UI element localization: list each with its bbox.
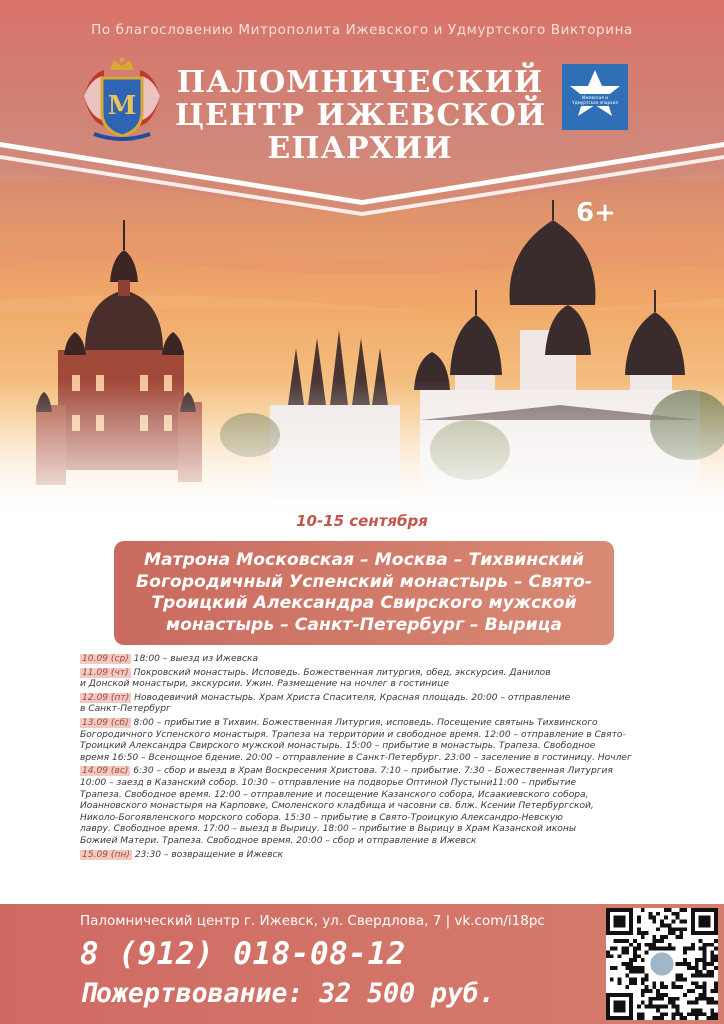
day-text: 10:00 – заезд в Казанский собор. 10:30 – отправление на подворье Оптиной Пустыни11:00 – прибытие: [80, 777, 577, 788]
day-text: 8:00 – прибытие в Тихвин. Божественная Литургия, исповедь. Посещение святынь Тихвинского: [130, 717, 598, 728]
svg-text:Ижевская и: Ижевская и: [582, 95, 608, 100]
route-line-3: Троицкий Александра Свирского мужской: [151, 593, 577, 613]
age-rating: 6+: [576, 198, 616, 228]
day-label: 15.09 (пн): [82, 849, 130, 860]
day-text: в Санкт-Петербург: [80, 704, 171, 715]
eparchy-coat-of-arms-icon: [80, 56, 164, 142]
schedule-day: [80, 693, 650, 716]
day-text: Новодевичий монастырь. Храм Христа Спасителя, Красная площадь. 20:00 – отправление: [131, 692, 571, 703]
day-text: Трапеза. Свободное время. 12:00 – отправление и посещение Казанского собора, Исаакиевского собора,: [80, 789, 589, 800]
address-line: Паломнический центр г. Ижевск, ул. Свердлова, 7 | vk.com/i18pc: [80, 913, 545, 929]
schedule-day: [80, 668, 650, 691]
day-text: Божией Матери. Трапеза. Свободное время. 20:00 – сбор и отправление в Ижевск: [80, 835, 477, 846]
svg-text:М: М: [107, 91, 137, 121]
monastery-illustration: [0, 180, 724, 520]
trip-dates: 10-15 сентября: [296, 512, 428, 530]
title-line-1: ПАЛОМНИЧЕСКИЙ: [176, 65, 544, 100]
schedule-day: [80, 654, 650, 666]
route-line-2: Богородичный Успенский монастырь – Свято-: [136, 571, 592, 592]
day-text: 6:30 – сбор и выезд в Храм Воскресения Христова. 7:10 – прибытие. 7:30 – Божественная Литургия: [130, 766, 613, 777]
center-title: [175, 66, 545, 165]
schedule-day: [80, 718, 650, 764]
phone-number: 8 (912) 018-08-12: [80, 936, 406, 972]
day-text: 18:00 – выезд из Ижевска: [130, 654, 259, 664]
day-text: Покровский монастырь. Исповедь. Божественная литургия, обед, экскурсия. Данилов: [130, 667, 551, 678]
day-label: 10.09 (ср): [82, 654, 129, 664]
day-text: Николо-Богоявленского морского собора. 15:30 – прибытие в Свято-Троицкую Александро-Невскую: [80, 812, 563, 823]
day-label: 12.09 (пт): [82, 692, 130, 703]
route-line-1: Матрона Московская – Москва – Тихвинский: [143, 550, 585, 570]
day-text: время 16:50 – Всенощное бдение. 20:00 – отправление в Санкт-Петербург. 23:00 – заселение в гостиницу. Ночлег: [80, 752, 632, 763]
title-line-3: ЕПАРХИИ: [267, 131, 453, 166]
donation-amount: Пожертвование: 32 500 руб.: [80, 978, 495, 1009]
day-text: лавру. Свободное время. 17:00 – выезд в Вырицу. 18:00 – прибытие в Вырицу в Храм Казанской иконы: [80, 824, 576, 835]
route-box: [114, 541, 614, 645]
day-text: 23:30 – возвращение в Ижевск: [131, 849, 284, 860]
schedule-day: [80, 766, 650, 847]
blessing-line: По благословению Митрополита Ижевского и Удмуртского Викторина: [91, 22, 633, 38]
udmurt-metropolis-emblem-icon: [562, 64, 628, 130]
schedule: [80, 654, 650, 863]
schedule-day: [80, 850, 650, 862]
day-label: 11.09 (чт): [82, 667, 129, 678]
title-line-2: ЦЕНТР ИЖЕВСКОЙ: [175, 98, 547, 133]
day-label: 14.09 (вс): [82, 766, 129, 777]
day-text: Иоанновского монастыря на Карповке, Смоленского кладбища и часовни св. блж. Ксении Петербургской,: [80, 801, 594, 812]
day-text: Богородичного Успенского монастыря. Трапеза на территории и свободное время. 12:00 – отправление в Свято-: [80, 729, 626, 740]
day-text: и Донской монастыри, экскурсии. Ужин. Размещение на ночлег в гостинице: [80, 679, 449, 690]
route-line-4: монастырь – Санкт-Петербург – Вырица: [166, 614, 562, 635]
qr-code-icon: [606, 908, 718, 1020]
day-text: Троицкий Александра Свирского мужской монастырь. 15:00 – прибытие в монастырь. Трапеза. Свободное: [80, 741, 596, 752]
day-label: 13.09 (сб): [82, 717, 129, 728]
svg-text:Удмуртская епархия: Удмуртская епархия: [572, 100, 618, 105]
